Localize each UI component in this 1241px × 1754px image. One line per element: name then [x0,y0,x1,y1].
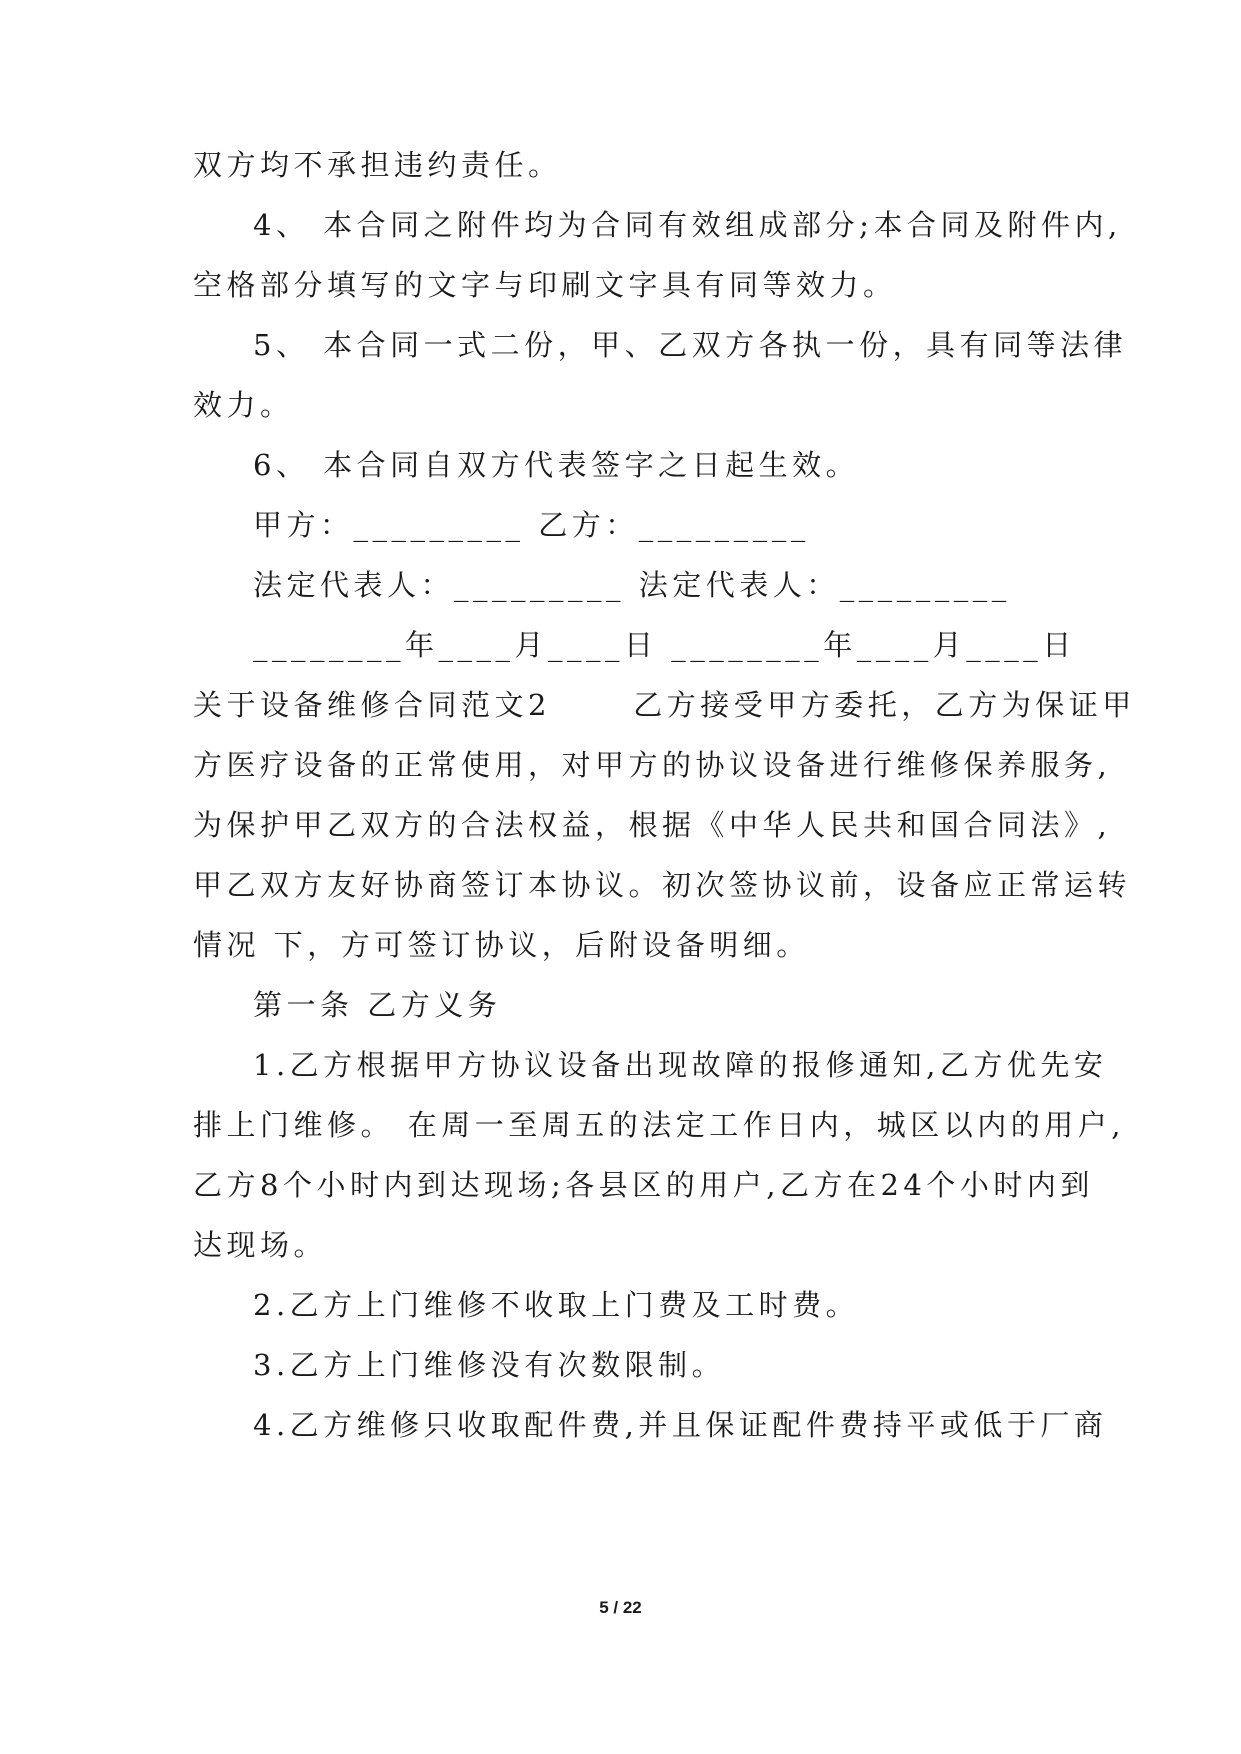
signature-line-dates: ________年____月____日 ________年____月____日 [253,628,1076,662]
text-line: 乙方8个小时内到达现场;各县区的用户,乙方在24个小时内到 [193,1168,1094,1202]
text-line: 4、 本合同之附件均为合同有效组成部分;本合同及附件内, [253,208,1122,242]
text-line: 达现场。 [193,1228,328,1262]
text-line: 方医疗设备的正常使用，对甲方的协议设备进行维修保养服务, [193,748,1112,782]
text-line: 情况 下，方可签订协议，后附设备明细。 [193,928,810,962]
signature-line-parties: 甲方：_________ 乙方：_________ [253,508,810,542]
text-line: 双方均不承担违约责任。 [193,148,562,182]
text-line: 4.乙方维修只收取配件费,并且保证配件费持平或低于厂商 [253,1408,1108,1442]
text-line: 效力。 [193,388,294,422]
text-line: 为保护甲乙双方的合法权益，根据《中华人民共和国合同法》, [193,808,1112,842]
text-line: 1.乙方根据甲方协议设备出现故障的报修通知,乙方优先安 [253,1048,1108,1082]
text-line: 3.乙方上门维修没有次数限制。 [253,1348,726,1382]
text-line: 甲乙双方友好协商签订本协议。初次签协议前，设备应正常运转 [193,868,1132,902]
section-title-line: 关于设备维修合同范文2 乙方接受甲方委托，乙方为保证甲 [193,688,1136,722]
text-line: 5、 本合同一式二份，甲、乙双方各执一份，具有同等法律 [253,328,1128,362]
page-number: 5 / 22 [599,1598,642,1617]
text-line: 2.乙方上门维修不收取上门费及工时费。 [253,1288,860,1322]
text-line: 排上门维修。 在周一至周五的法定工作日内，城区以内的用户, [193,1108,1125,1142]
article-heading: 第一条 乙方义务 [253,988,502,1022]
text-line: 空格部分填写的文字与印刷文字具有同等效力。 [193,268,897,302]
signature-line-representatives: 法定代表人：_________ 法定代表人：_________ [253,568,1011,602]
text-line: 6、 本合同自双方代表签字之日起生效。 [253,448,860,482]
